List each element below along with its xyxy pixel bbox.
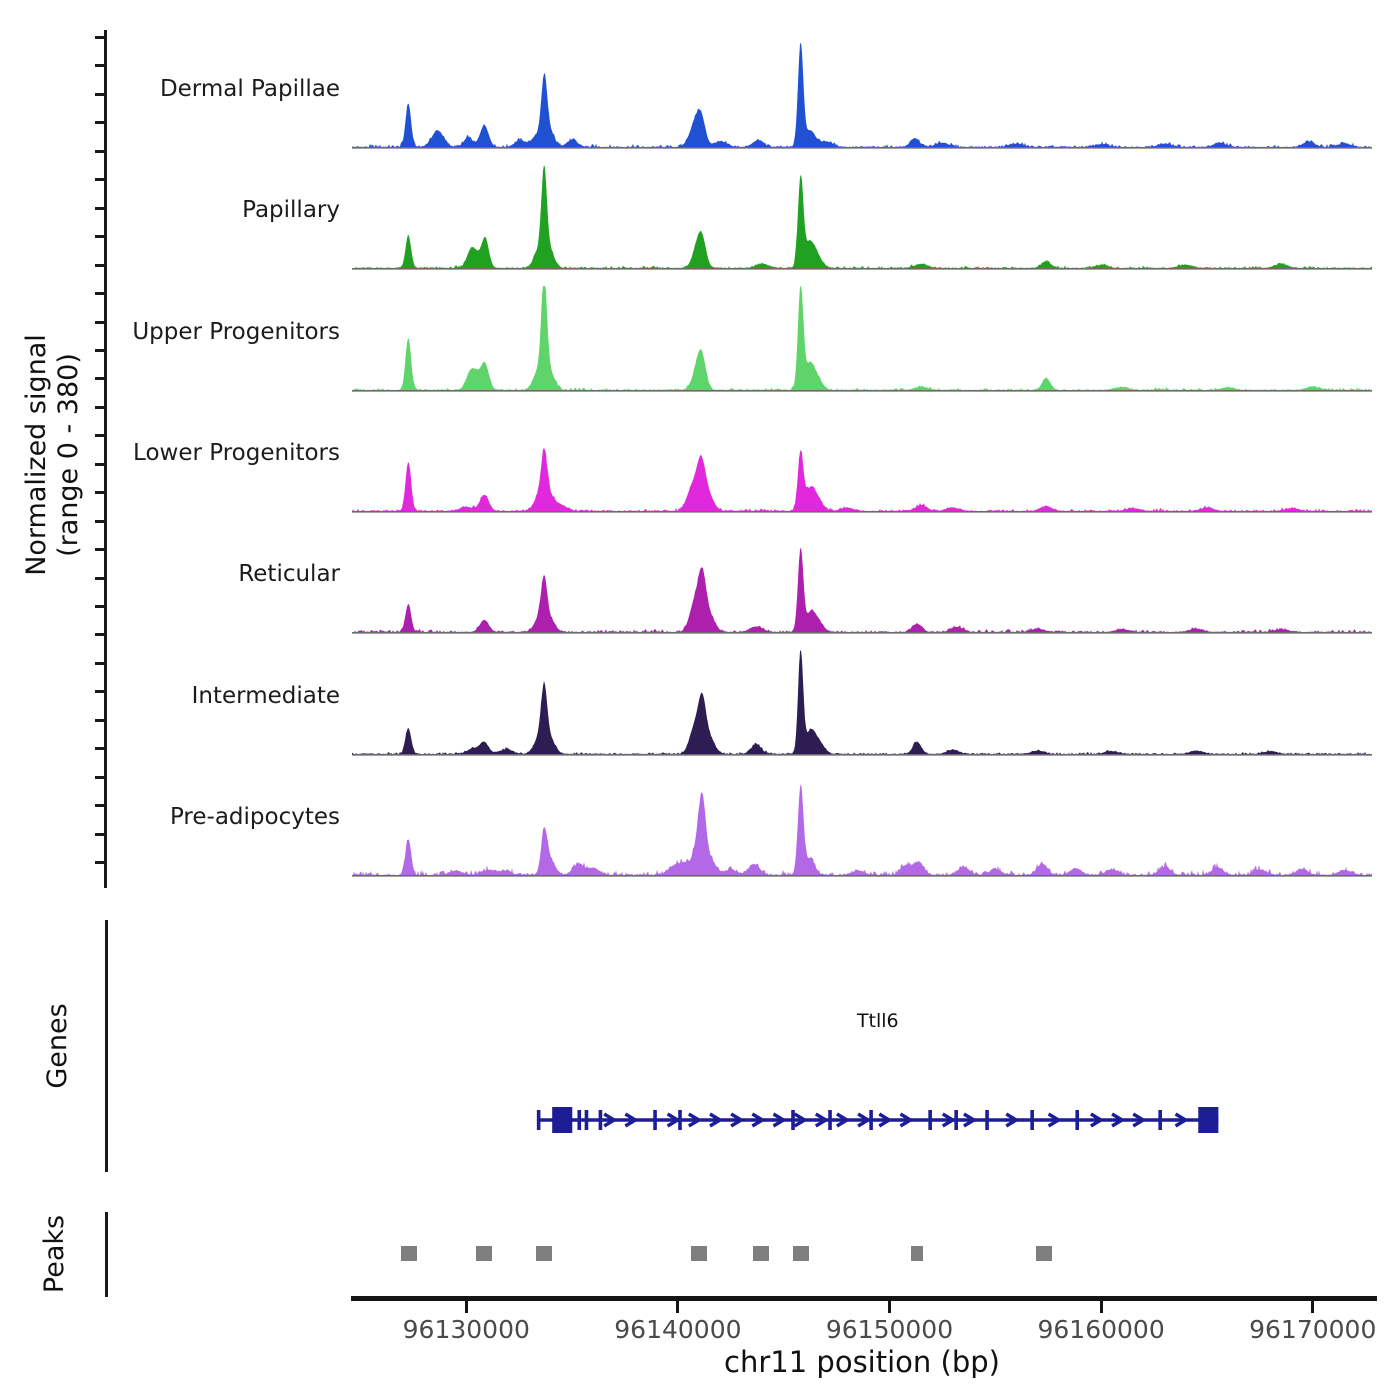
- gene-name-label: Ttll6: [856, 1010, 899, 1032]
- peak-box: [691, 1246, 707, 1261]
- gene-exon-bar: [828, 1110, 832, 1130]
- peak-box: [911, 1246, 924, 1261]
- signal-area: [352, 165, 1372, 268]
- x-axis-line: [351, 1296, 1377, 1301]
- gene-exon-bar: [1075, 1110, 1079, 1130]
- signal-y-axis-tick: [95, 235, 104, 238]
- gene-model: [352, 1098, 1372, 1142]
- signal-y-axis-tick: [95, 36, 104, 39]
- signal-track-dermal-papillae: [352, 35, 1372, 149]
- signal-y-axis-label: [21, 305, 85, 605]
- signal-y-axis-tick: [95, 833, 104, 836]
- signal-area: [352, 43, 1372, 147]
- gene-exon-bar: [985, 1110, 989, 1130]
- gene-exon-bar: [1158, 1110, 1162, 1130]
- track-label-intermediate: Intermediate: [191, 683, 340, 709]
- signal-y-axis-tick: [95, 178, 104, 181]
- signal-y-axis-label-line2: (range 0 - 380): [53, 353, 84, 557]
- x-axis-tick-label: 96150000: [825, 1315, 954, 1344]
- x-axis-title: chr11 position (bp): [724, 1345, 1000, 1379]
- signal-y-axis-tick: [95, 64, 104, 67]
- track-label-lower-progenitors: Lower Progenitors: [133, 440, 340, 466]
- signal-area: [352, 448, 1372, 511]
- gene-exon-bar: [954, 1110, 958, 1130]
- signal-y-axis-tick: [95, 491, 104, 494]
- signal-y-axis-tick: [95, 150, 104, 153]
- signal-track-upper-progenitors: [352, 278, 1372, 392]
- x-axis-tick-label: 96160000: [1037, 1315, 1165, 1344]
- gene-exon-bar: [678, 1110, 682, 1130]
- gene-exon-bar: [577, 1110, 581, 1130]
- gene-exon-bar: [869, 1110, 873, 1130]
- peak-box: [753, 1246, 769, 1261]
- track-label-upper-progenitors: Upper Progenitors: [132, 319, 340, 345]
- signal-y-axis-tick: [95, 747, 104, 750]
- signal-area: [352, 650, 1372, 754]
- signal-y-axis-tick: [95, 662, 104, 665]
- signal-y-axis-tick: [95, 633, 104, 636]
- track-label-reticular: Reticular: [238, 561, 340, 587]
- signal-y-axis-tick: [95, 605, 104, 608]
- gene-exon-box: [1198, 1107, 1218, 1133]
- x-axis-tick-label: 96130000: [402, 1315, 530, 1344]
- x-axis-tick: [888, 1301, 891, 1313]
- signal-area: [352, 286, 1372, 390]
- signal-y-axis-tick: [95, 434, 104, 437]
- signal-y-axis-tick: [95, 292, 104, 295]
- peaks-section-label: Peaks: [39, 1214, 70, 1294]
- signal-y-axis-tick: [95, 520, 104, 523]
- signal-y-axis-tick: [95, 349, 104, 352]
- track-label-papillary: Papillary: [242, 197, 340, 223]
- x-axis-tick: [1100, 1301, 1103, 1313]
- signal-y-axis-tick: [95, 377, 104, 380]
- signal-y-axis-tick: [95, 719, 104, 722]
- genes-axis-line: [105, 920, 108, 1172]
- gene-exon-box: [552, 1107, 572, 1133]
- peak-box: [476, 1246, 492, 1261]
- peak-box: [401, 1246, 417, 1261]
- signal-track-lower-progenitors: [352, 399, 1372, 513]
- peaks-axis-line: [105, 1212, 108, 1297]
- signal-track-pre-adipocytes: [352, 763, 1372, 877]
- peak-box: [793, 1246, 809, 1261]
- signal-y-axis-tick: [95, 861, 104, 864]
- signal-track-intermediate: [352, 642, 1372, 756]
- signal-y-axis-label-line1: Normalized signal: [21, 334, 52, 576]
- genes-section-label: Genes: [42, 1003, 73, 1089]
- signal-area: [352, 547, 1372, 632]
- signal-track-reticular: [352, 520, 1372, 634]
- gene-exon-bar: [791, 1110, 795, 1130]
- track-label-pre-adipocytes: Pre-adipocytes: [169, 804, 340, 830]
- gene-exon-bar: [599, 1110, 603, 1130]
- signal-y-axis-tick: [95, 406, 104, 409]
- gene-exon-bar: [928, 1110, 932, 1130]
- peak-box: [1036, 1246, 1052, 1261]
- signal-y-axis-tick: [95, 121, 104, 124]
- peak-box: [536, 1246, 552, 1261]
- signal-y-axis-tick: [95, 776, 104, 779]
- x-axis-tick: [465, 1301, 468, 1313]
- gene-exon-bar: [653, 1110, 657, 1130]
- x-axis-tick-label: 96170000: [1249, 1315, 1377, 1344]
- gene-exon-bar: [1030, 1110, 1034, 1130]
- gene-exon-bar: [585, 1110, 589, 1130]
- x-axis-tick-label: 96140000: [614, 1315, 742, 1344]
- signal-track-papillary: [352, 156, 1372, 270]
- x-axis-tick: [1311, 1301, 1314, 1313]
- x-axis-tick: [676, 1301, 679, 1313]
- signal-area: [352, 784, 1372, 876]
- track-label-dermal-papillae: Dermal Papillae: [159, 76, 340, 102]
- signal-y-axis-tick: [95, 548, 104, 551]
- gene-exon-bar: [537, 1110, 541, 1130]
- signal-y-axis-tick: [95, 264, 104, 267]
